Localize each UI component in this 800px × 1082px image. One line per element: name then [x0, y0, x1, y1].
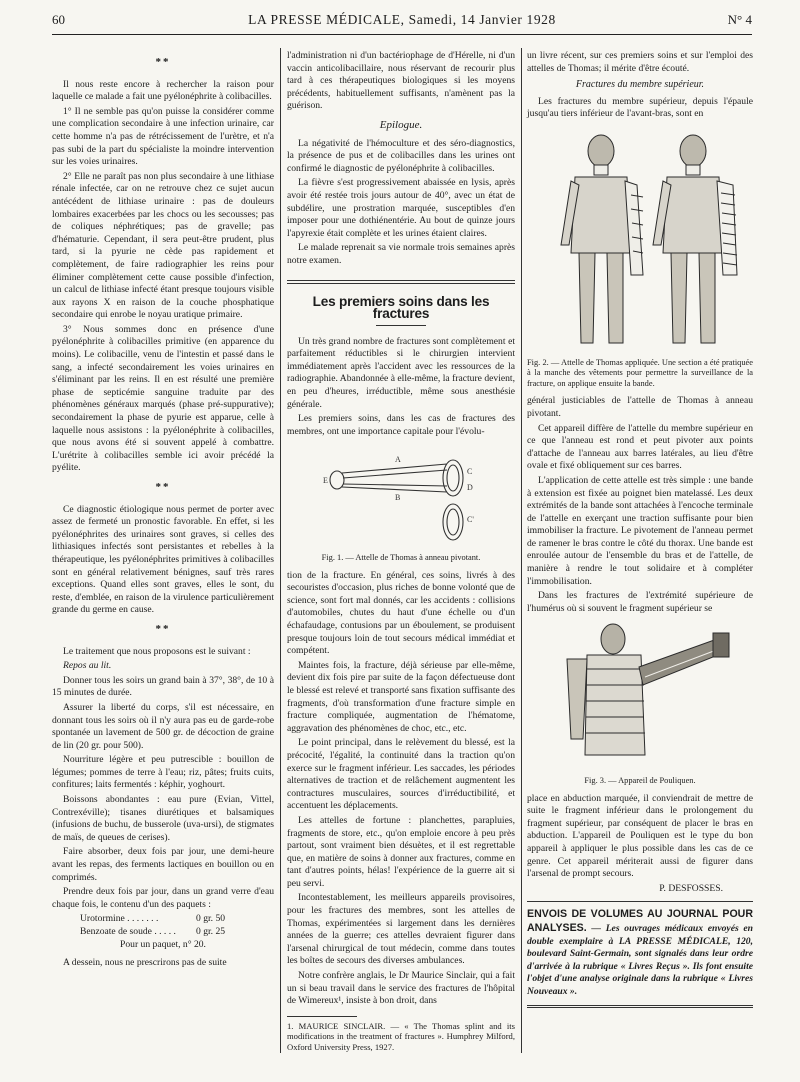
notice-body: — Les ouvrages médicaux envoyés en double exemplaire à LA PRESSE MÉDICALE, 120, boulevard Saint-Germain, sont signalés dans leur ordre d'arrivée à la rubrique « Livres Reçus ». Ils font ensuite l'objet d'une analyse originale dans la rubrique « Livres Nouveaux ».: [527, 922, 753, 997]
drug-name: Benzoate de soude . . . . .: [80, 926, 176, 937]
figure-label: B: [395, 493, 401, 503]
footnote-rule: [287, 1016, 357, 1017]
paragraph: Boissons abondantes : eau pure (Evian, Vittel, Contrexéville); tisanes diurétiques et balsamiques (infusions de buchu, de busserole (uva-ursi), de stigmates de maïs, de queues de cerises).: [52, 794, 274, 843]
paragraph: Incontestablement, les meilleurs appareils provisoires, pour les fractures des membres, sont les attelles de Thomas, expérimentées si largement dans les dernières années de la guerre; ces attelles devraient figurer dans l'arsenal chirurgical de tout médecin, comme dans toutes les boîtes de secours des diverses ambulances.: [287, 892, 515, 967]
paragraph: La négativité de l'hémoculture et des séro-diagnostics, la présence de pus et de colibacilles dans les urines ont confirmé le diagnostic de pyélonéphrite à colibacilles.: [287, 137, 515, 174]
figure-3: [527, 619, 753, 786]
thomas-splint-illustration: [287, 442, 515, 546]
section-separator: **: [155, 481, 171, 493]
prescription-line: [52, 926, 274, 939]
paragraph: Assurer la liberté du corps, s'il est nécessaire, en donnant tous les soirs où il n'y aura pas eu de garde-robe spontanée un lavement de 500 gr. de décoction de graine de lin (20 gr. pour 500).: [52, 701, 274, 751]
footnote: 1. MAURICE SINCLAIR. — « The Thomas splint and its modifications in the treatment of fractures ». Humphrey Milford, Oxford University Press, 1927.: [287, 1020, 515, 1052]
author-signature: P. DESFOSSES.: [659, 882, 723, 894]
paragraph: Donner tous les soirs un grand bain à 37°, 38°, de 10 à 15 minutes de durée.: [52, 674, 274, 699]
prescription-total: Pour un paquet, n° 20.: [120, 938, 206, 950]
paragraph: Les attelles de fortune : planchettes, parapluies, fragments de store, etc., qu'on emploie encore à peu près partout, sont vraiment bien désuètes, et il est regrettable que, en matière de soins à donner aux fractures, comme en tant d'autres points, hélas! l'expérience de la guerre ait si peu servi.: [287, 814, 515, 889]
paragraph: 2° Elle ne paraît pas non plus secondaire à une lithiase rénale infectée, car on ne retrouve chez ce sujet aucun antécédent de lithiase urinaire : pas de douleurs lombaires exacerbées par les chocs ou les secousses; pas de coliques néphrétiques; pas de gravelle; pas d'hématurie. Cependant, il sera peut-être prudent, plus tard, si la pyurie ne cède pas rapidement et complètement, de faire radiographier les reins pour éliminer complètement cette cause possible d'infection, un calcul de lithiase infecté étant presque toujours visible aux rayons X en raison de la couche phosphatique secondaire qui enrobe le noyau uratique primaire.: [52, 170, 274, 321]
epilogue-heading: Epilogue.: [379, 118, 423, 131]
figure-label: E: [323, 476, 328, 486]
paragraph: Prendre deux fois par jour, dans un grand verre d'eau chaque fois, le contenu d'un des paquets :: [52, 886, 274, 910]
paragraph: Notre confrère anglais, le Dr Maurice Sinclair, qui a fait un si beau travail dans le service des fractures de l'hôpital de Wimereux¹, insiste à bon droit, dans: [287, 970, 515, 1007]
paragraph: Repos au lit.: [63, 660, 112, 672]
paragraph: Faire absorber, deux fois par jour, une demi-heure avant les repas, des ferments lactiques en bouillon ou en comprimés.: [52, 846, 274, 883]
journal-title: LA PRESSE MÉDICALE, Samedi, 14 Janvier 1928: [248, 12, 556, 27]
paragraph: Les fractures du membre supérieur, depuis l'épaule jusqu'au tiers inférieur de l'avant-bras, sont en: [527, 95, 753, 120]
paragraph: L'application de cette attelle est très simple : une bande à extension est fixée au poignet bien matelassé. Les deux extrémités de la bande sont attachées à l'encoche terminale de l'attelle en exerçant une traction suffisante pour bien immobiliser la fracture. Le pivotement de l'anneau permet de ramener le bras contre le côté du thorax. Une bande est enroulée autour de l'ensemble du bras et de l'attelle, de manière à rendre le tout solidaire et à compléter l'immobilisation.: [527, 474, 753, 587]
paragraph: Un très grand nombre de fractures sont complètement et parfaitement réductibles si le chirurgien intervient immédiatement après l'accident avec les ressources de la radiographie. Abandonnée à elle-même, la fracture devient, en peu d'heures, irréductible, même sous anesthésie générale.: [287, 335, 515, 410]
article-top-rule: [287, 283, 515, 284]
paragraph: Dans les fractures de l'extrémité supérieure de l'humérus où si souvent le fragment supérieur se: [527, 590, 753, 614]
drug-dose: 0 gr. 50: [196, 913, 226, 925]
column-divider: [521, 48, 522, 1053]
paragraph: Le traitement que nous proposons est le suivant :: [63, 645, 251, 657]
paragraph: tion de la fracture. En général, ces soins, livrés à des secouristes d'occasion, plus riches de bonne volonté que de science, sont fort mal donnés, car les accidents : collisions d'automobiles, chutes du haut d'une échelle ou d'un échafaudage, contusions par un éboulement, se produisent presque toujours loin de tout secours médical immédiat et compétent.: [287, 569, 515, 657]
paragraph: A dessein, nous ne prescrirons pas de suite: [63, 957, 227, 969]
figure-2: [527, 125, 753, 389]
article-title: Les premiers soins dans les fractures: [312, 293, 490, 322]
drug-dose: 0 gr. 25: [196, 926, 226, 937]
paragraph: Nourriture légère et peu putrescible : bouillon de légumes; pommes de terre à l'eau; riz, pâtes; fruits cuits, confitures; laits fermentés : képhir, yoghourt.: [52, 754, 274, 791]
figure-label: A: [395, 455, 401, 465]
paragraph: Le point principal, dans le relèvement du blessé, est la précocité, l'égalité, la continuité dans la traction qu'on exerce sur le fragment inférieur. Les saccades, les périodes alternatives de traction et de relâchement augmentent les contractures musculaires, sources d'irréductibilité, et accentuent les déplacements.: [287, 737, 515, 812]
column-3: [527, 50, 753, 1008]
section-separator: **: [155, 622, 171, 635]
figure-label: C: [467, 467, 473, 477]
paragraph: un livre récent, sur ces premiers soins et sur l'emploi des attelles de Thomas; il mérite d'être écouté.: [527, 50, 753, 74]
section-separator: **: [155, 56, 171, 68]
paragraph: place en abduction marquée, il conviendrait de mettre de suite le fragment inférieur dans le prolongement du fragment supérieur, par conséquent de placer le bras en abduction. L'appareil de Pouliquen est le type du bon appareil à appliquer le plus possible dans les cas de ce genre. Cet appareil mériterait aussi de figurer dans l'arsenal de prompt secours.: [527, 792, 753, 880]
drug-name: Urotormine . . . . . . .: [80, 913, 159, 925]
notice-box: [527, 901, 753, 1007]
paragraph: général justiciables de l'attelle de Thomas à anneau pivotant.: [527, 395, 753, 419]
issue-number: N° 4: [727, 12, 752, 27]
paragraph: l'administration ni d'un bactériophage de d'Hérelle, ni d'un vaccin anticolibacillaire, nous réservant de recourir plus tard à ces thérapeutiques biologiques si les moyens précédents, habituellement suffisants, n'amènent pas la guérison.: [287, 50, 515, 112]
figure-label: D: [467, 483, 473, 493]
page-header: [52, 12, 752, 34]
figure-label: C': [467, 515, 474, 525]
paragraph: Les premiers soins, dans les cas de fractures des membres, ont une importance capitale pour l'évolu-: [287, 413, 515, 437]
paragraph: Le malade reprenait sa vie normale trois semaines après notre examen.: [287, 242, 515, 266]
paragraph: Maintes fois, la fracture, déjà sérieuse par elle-même, devient dix fois pire par suite de la façon défectueuse dont le blessé est relevé et transporté sans fixation suffisante des fragments, d'où transformation d'une fracture simple en fracture compliquée, augmentation de l'hématome, aggravation des phénomènes de choc, etc., etc.: [287, 659, 515, 734]
figure-2-caption: Fig. 2. — Attelle de Thomas appliquée. Une section a été pratiquée à la manche des vêtements pour permettre la surveillance de la fracture, on applique ensuite la bande.: [527, 357, 753, 388]
men-with-splint-illustration: [527, 125, 753, 351]
page-number: 60: [52, 12, 65, 27]
figure-1-caption: Fig. 1. — Attelle de Thomas à anneau pivotant.: [321, 553, 481, 563]
column-divider: [280, 48, 281, 1053]
paragraph: 3° Nous sommes donc en présence d'une pyélonéphrite à colibacilles primitive (en apparence du moins). Le colibacille, venu de l'intestin et passé dans le sang, a infecté secondairement les voies urinaires en s'éliminant par les reins. Il en est résulté une première phase de septicémie sanguine traduite par des phénomènes généraux marqués (phase pré-suppurative); secondairement la phase de pyurie est apparue, celle à laquelle nous assistons : la pyélonéphrite à colibacilles, que nous avons été si souvent appelé à combattre. L'urétrite à colibacilles semble ici avoir précédé la pyélite.: [52, 323, 274, 474]
title-rule: [376, 325, 426, 326]
prescription-line: [52, 913, 274, 926]
paragraph: Cet appareil diffère de l'attelle du membre supérieur en ce que l'anneau est rond et peut pivoter aux points d'attache de l'anneau aux barres latérales, au lieu d'être ovale et fixé obliquement sur ces barres.: [527, 422, 753, 472]
paragraph: La fièvre s'est progressivement abaissée en lysis, après avoir été restée trois jours autour de 40°, avec un état de subdélire, une prostration marquée, susceptibles d'en imposer pour une dothiénentérie. Au bout de quinze jours l'apyrexie était complète et les urines étaient claires.: [287, 177, 515, 239]
paragraph: Il nous reste encore à rechercher la raison pour laquelle ce malade a fait une pyélonéphrite à colibacilles.: [52, 78, 274, 103]
paragraph: 1° Il ne semble pas qu'on puisse la considérer comme une complication secondaire à une infection urinaire, car cette homme n'a pas de rétrécissement de l'urètre, et n'a pas subi de la part du spécialiste la moindre intervention sur les voies urinaires.: [52, 105, 274, 168]
subsection-heading: Fractures du membre supérieur.: [575, 79, 705, 91]
header-rule: [52, 34, 752, 35]
article-top-rule: [287, 280, 515, 281]
column-2: [287, 50, 515, 1053]
paragraph: Ce diagnostic étiologique nous permet de porter avec assez de fermeté un pronostic favorable. En effet, si les pyélonéphrites des urinaires sont graves, si celles des lithiasiques infectés sont persistantes et rebelles à la thérapeutique, les pyélonéphrites primitives à colibacilles sont en général relativement bénignes, sauf très rares exceptions. Quand elles sont graves, elles le sont, du reste, d'emblée, en raison de la virulence particulièrement grande du germe en cause.: [52, 503, 274, 616]
column-1: [52, 50, 274, 972]
figure-3-caption: Fig. 3. — Appareil de Pouliquen.: [584, 776, 696, 786]
pouliquen-apparatus-illustration: [527, 619, 753, 769]
figure-1: [287, 442, 515, 563]
notice-title: ENVOIS DE VOLUMES AU JOURNAL POUR ANALYSES.: [527, 908, 753, 934]
